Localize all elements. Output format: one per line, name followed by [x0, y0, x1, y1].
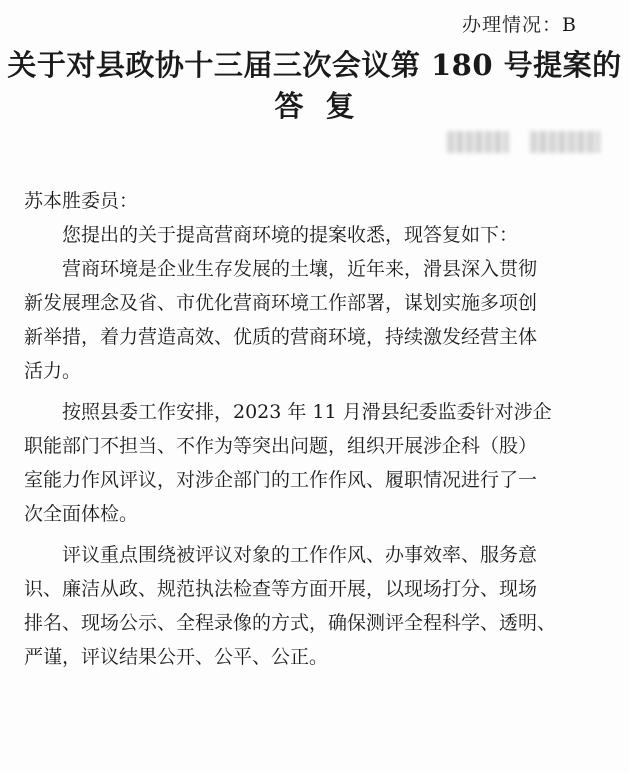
paragraph-line: 活力。 [24, 360, 82, 382]
redacted-block [447, 131, 509, 153]
redacted-block [530, 131, 600, 153]
paragraph-line: 营商环境是企业生存发展的土壤，近年来，滑县深入贯彻 [62, 258, 538, 280]
paragraph-line: 新发展理念及省、市优化营商环境工作部署，谋划实施多项创 [24, 292, 538, 314]
paragraph-line: 职能部门不担当、不作为等突出问题，组织开展涉企科（股） [24, 435, 538, 457]
paragraph-line: 按照县委工作安排，2023 年 11 月滑县纪委监委针对涉企 [62, 401, 552, 423]
paragraph-line: 室能力作风评议，对涉企部门的工作作风、履职情况进行了一 [24, 469, 538, 491]
paragraph-line: 新举措，着力营造高效、优质的营商环境，持续激发经营主体 [24, 326, 538, 348]
paragraph-line: 您提出的关于提高营商环境的提案收悉，现答复如下： [62, 224, 519, 246]
handling-status: 办理情况：B [462, 14, 577, 36]
paragraph-line: 次全面体检。 [24, 503, 139, 525]
paragraph-line: 评议重点围绕被评议对象的工作作风、办事效率、服务意 [62, 544, 538, 566]
document-title-line-2: 答复 [274, 89, 377, 123]
paragraph-line: 排名、现场公示、全程录像的方式，确保测评全程科学、透明、 [24, 612, 557, 634]
document-body [24, 184, 609, 674]
document-title-line-1: 关于对县政协十三届三次会议第 180 号提案的 [7, 48, 622, 82]
salutation: 苏本胜委员： [24, 190, 139, 212]
paragraph-line: 严谨，评议结果公开、公平、公正。 [24, 646, 329, 668]
paragraph-line: 识、廉洁从政、规范执法检查等方面开展，以现场打分、现场 [24, 578, 538, 600]
